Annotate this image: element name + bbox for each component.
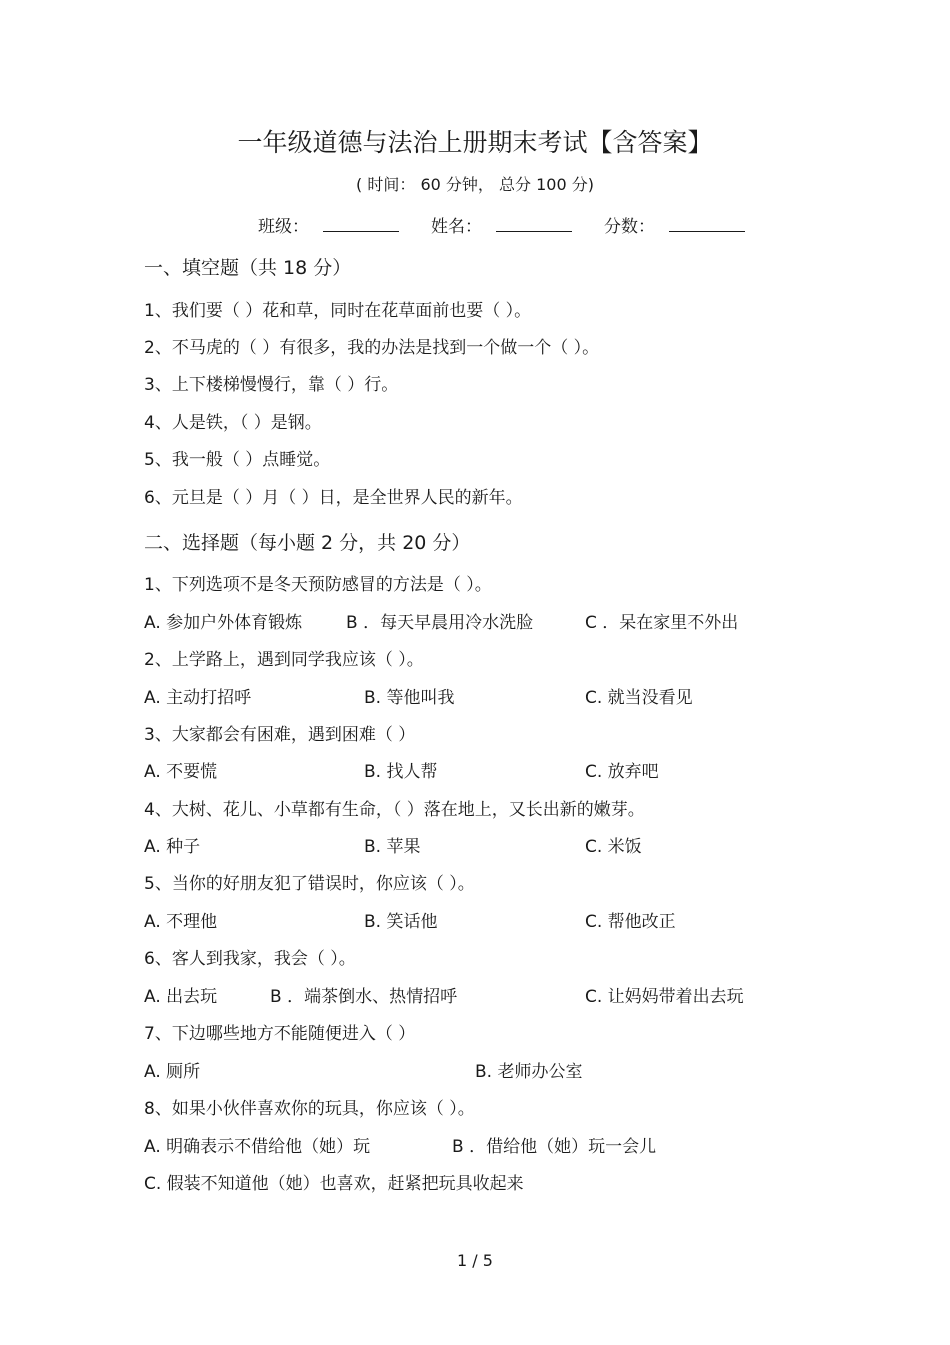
class-blank[interactable] bbox=[323, 215, 399, 232]
score-field[interactable] bbox=[604, 212, 745, 237]
option-6b[interactable]: B ．端茶倒水、热情招呼 bbox=[270, 987, 458, 1007]
option-3b[interactable]: B. 找人帮 bbox=[364, 762, 438, 782]
option-5a[interactable]: A. 不理他 bbox=[144, 912, 218, 932]
section1-heading: 一、填空题（共 18 分） bbox=[144, 257, 352, 279]
fill-question-2: 2、不马虎的（ ）有很多，我的办法是找到一个做一个（ ）。 bbox=[144, 338, 600, 358]
option-2b[interactable]: B. 等他叫我 bbox=[364, 688, 455, 708]
option-3a[interactable]: A. 不要慌 bbox=[144, 762, 218, 782]
choice-question-6: 6、客人到我家，我会（ ）。 bbox=[144, 949, 356, 969]
option-2c[interactable]: C. 就当没看见 bbox=[585, 688, 693, 708]
score-label: 分数： bbox=[604, 217, 655, 237]
fill-question-5: 5、我一般（ ）点睡觉。 bbox=[144, 450, 331, 470]
option-3c[interactable]: C. 放弃吧 bbox=[585, 762, 659, 782]
fill-question-4: 4、人是铁，（ ）是钢。 bbox=[144, 413, 322, 433]
score-blank[interactable] bbox=[669, 215, 745, 232]
name-field[interactable] bbox=[431, 212, 572, 237]
option-7b[interactable]: B. 老师办公室 bbox=[475, 1062, 583, 1082]
option-4c[interactable]: C. 米饭 bbox=[585, 837, 642, 857]
fill-question-6: 6、元旦是（ ）月（ ）日，是全世界人民的新年。 bbox=[144, 488, 523, 508]
choice-question-8: 8、如果小伙伴喜欢你的玩具，你应该（ ）。 bbox=[144, 1099, 475, 1119]
option-5b[interactable]: B. 笑话他 bbox=[364, 912, 438, 932]
name-blank[interactable] bbox=[496, 215, 572, 232]
option-2a[interactable]: A. 主动打招呼 bbox=[144, 688, 252, 708]
option-7a[interactable]: A. 厕所 bbox=[144, 1062, 201, 1082]
choice-question-3: 3、大家都会有困难，遇到困难（ ） bbox=[144, 725, 416, 745]
option-4a[interactable]: A. 种子 bbox=[144, 837, 201, 857]
option-1b[interactable]: B ．每天早晨用冷水洗脸 bbox=[346, 613, 534, 633]
fill-question-1: 1、我们要（ ）花和草，同时在花草面前也要（ ）。 bbox=[144, 301, 532, 321]
section2-heading: 二、选择题（每小题 2 分，共 20 分） bbox=[144, 532, 471, 554]
option-6c[interactable]: C. 让妈妈带着出去玩 bbox=[585, 987, 744, 1007]
choice-question-1: 1、下列选项不是冬天预防感冒的方法是（ ）。 bbox=[144, 575, 492, 595]
exam-info: ( 时间： 60 分钟， 总分 100 分) bbox=[356, 175, 594, 194]
option-5c[interactable]: C. 帮他改正 bbox=[585, 912, 676, 932]
option-8c[interactable]: C. 假装不知道他（她）也喜欢，赶紧把玩具收起来 bbox=[144, 1174, 524, 1194]
fill-question-3: 3、上下楼梯慢慢行，靠（ ）行。 bbox=[144, 375, 399, 395]
option-1c[interactable]: C ．呆在家里不外出 bbox=[585, 613, 739, 633]
class-field[interactable] bbox=[258, 212, 399, 237]
page-title: 一年级道德与法治上册期末考试【含答案】 bbox=[237, 128, 713, 157]
choice-question-7: 7、下边哪些地方不能随便进入（ ） bbox=[144, 1024, 416, 1044]
option-1a[interactable]: A. 参加户外体育锻炼 bbox=[144, 613, 303, 633]
option-8a[interactable]: A. 明确表示不借给他（她）玩 bbox=[144, 1137, 371, 1157]
option-4b[interactable]: B. 苹果 bbox=[364, 837, 421, 857]
option-8b[interactable]: B ．借给他（她）玩一会儿 bbox=[452, 1137, 657, 1157]
page-number: 1 / 5 bbox=[457, 1251, 493, 1270]
choice-question-5: 5、当你的好朋友犯了错误时，你应该（ ）。 bbox=[144, 874, 475, 894]
class-label: 班级： bbox=[258, 217, 309, 237]
choice-question-4: 4、大树、花儿、小草都有生命，（ ）落在地上，又长出新的嫩芽。 bbox=[144, 800, 645, 820]
choice-question-2: 2、上学路上，遇到同学我应该（ ）。 bbox=[144, 650, 424, 670]
name-label: 姓名： bbox=[431, 217, 482, 237]
option-6a[interactable]: A. 出去玩 bbox=[144, 987, 218, 1007]
